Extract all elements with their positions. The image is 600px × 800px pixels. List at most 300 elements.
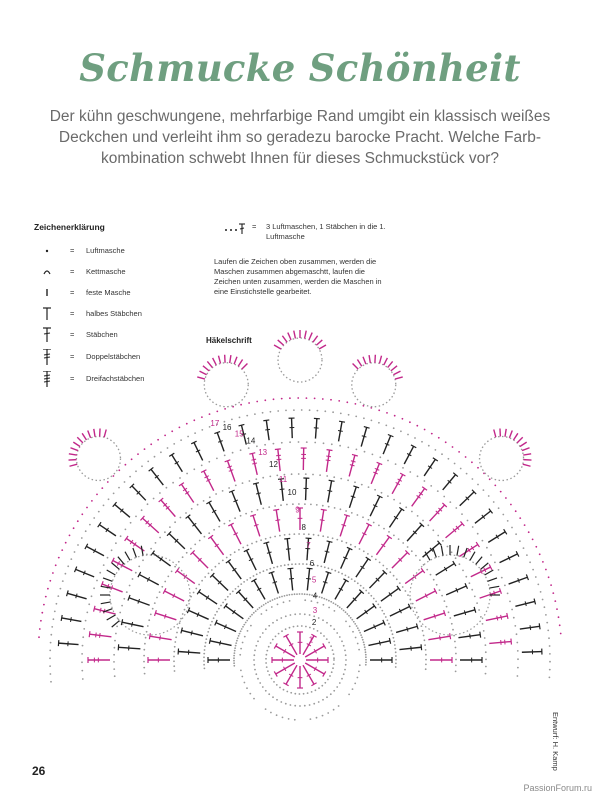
stitch-cap (450, 633, 451, 639)
chain-dot (276, 714, 278, 716)
chain-dot (103, 505, 105, 507)
chain-dot (354, 546, 356, 548)
chain-dot (485, 651, 487, 653)
stitch (443, 475, 456, 490)
chain-dot (348, 694, 350, 696)
chain-dot (394, 415, 396, 417)
chain-dot (341, 540, 343, 542)
chain-dot (333, 690, 335, 692)
chain-dot (81, 661, 83, 663)
chain-dot (249, 616, 251, 618)
chain-dot (365, 661, 367, 663)
chain-dot (547, 630, 549, 632)
chain-dot (449, 617, 451, 619)
chain-dot (472, 526, 474, 528)
stitch-cap (416, 623, 418, 629)
chain-dot (421, 625, 423, 627)
chain-dot (294, 719, 296, 721)
petal-stitch (197, 377, 205, 379)
chain-dot (255, 673, 257, 675)
chain-dot (125, 529, 127, 531)
chain-dot (86, 507, 88, 509)
chain-dot (113, 475, 115, 477)
chain-dot (444, 600, 446, 602)
chain-dot (490, 554, 492, 556)
chain-dot (477, 533, 479, 535)
chain-dot (114, 647, 116, 649)
chain-dot (422, 630, 424, 632)
chain-dot (459, 563, 461, 565)
chain-dot (445, 441, 447, 443)
chain-dot (204, 576, 206, 578)
chain-dot (323, 442, 325, 444)
chain-dot (129, 585, 131, 587)
round-number: 15 (234, 429, 244, 439)
stitch (254, 580, 265, 599)
chain-dot (368, 486, 370, 488)
chain-dot (511, 609, 513, 611)
chain-dot (154, 456, 156, 458)
petal-stitch (523, 454, 531, 455)
chain-dot (381, 610, 383, 612)
chain-dot (532, 539, 534, 541)
chain-dot (245, 513, 247, 515)
stitch (522, 652, 542, 653)
chain-dot (513, 617, 515, 619)
chain-dot (199, 540, 201, 542)
chain-dot (144, 673, 146, 675)
chain-dot (215, 566, 217, 568)
chain-dot (332, 649, 334, 651)
chain-dot (242, 626, 244, 628)
chain-dot (425, 654, 427, 656)
chain-dot (334, 570, 336, 572)
chain-dot (305, 626, 307, 628)
round-number: 9 (295, 505, 300, 515)
chain-dot (164, 581, 166, 583)
petal-stitch (77, 437, 83, 443)
chain-dot (144, 448, 146, 450)
chain-dot (318, 701, 320, 703)
chain-dot (256, 401, 258, 403)
chain-dot (471, 589, 473, 591)
chain-dot (378, 409, 380, 411)
chain-dot (339, 445, 341, 447)
petal (352, 363, 396, 407)
chain-dot (150, 614, 152, 616)
chain-dot (316, 717, 318, 719)
chain-dot (313, 534, 315, 536)
stitch-bar (530, 625, 531, 630)
chain-dot (45, 596, 47, 598)
legend-note: Laufen die Zeichen oben zusammen, werden die Maschen zusammen abgemaschtt, laufen die Zeichen unten zusammen, werden die Maschen in eine Einstichstelle gearbeitet. (214, 257, 382, 296)
chain-dot (286, 594, 288, 596)
chain-dot (393, 535, 395, 537)
chain-dot (327, 536, 329, 538)
chain-dot (433, 579, 435, 581)
chain-dot (231, 419, 233, 421)
chain-dot (226, 557, 228, 559)
petal-stitch (517, 437, 523, 443)
chain-dot (453, 635, 455, 637)
chain-dot (354, 683, 356, 685)
chain-dot (271, 606, 273, 608)
chain-dot (334, 507, 336, 509)
chain-dot (485, 659, 487, 661)
chain-dot (558, 616, 560, 618)
stitch-cap (307, 568, 313, 569)
chain-dot (290, 692, 292, 694)
petal (278, 338, 322, 382)
stitch (430, 505, 445, 521)
chain-dot (233, 662, 235, 664)
chain-dot (218, 563, 220, 565)
chain-dot (411, 511, 413, 513)
stitch (204, 471, 214, 491)
chain-dot (255, 645, 257, 647)
chain-dot (385, 425, 387, 427)
chain-dot (489, 478, 491, 480)
side-fan-stitch (141, 546, 143, 556)
chain-dot (395, 463, 397, 465)
chain-dot (174, 566, 176, 568)
stitch-cap (534, 599, 535, 605)
chain-dot (472, 478, 474, 480)
chain-dot (328, 567, 330, 569)
chain-dot (214, 614, 216, 616)
round-number: 14 (246, 436, 256, 446)
petal-stitch (316, 340, 322, 345)
chain-dot (338, 705, 340, 707)
stitch (118, 647, 140, 649)
petal-stitch (82, 433, 86, 440)
chain-dot (528, 531, 530, 533)
chain-dot (265, 538, 267, 540)
stitch (132, 486, 146, 500)
chain-dot (442, 540, 444, 542)
stitch-bar (272, 582, 277, 583)
chain-dot (177, 627, 179, 629)
chain-dot (276, 699, 278, 701)
chain-dot (262, 477, 264, 479)
chain-dot (50, 642, 52, 644)
chain-dot (249, 693, 251, 695)
chain-dot (201, 416, 203, 418)
stitch (231, 525, 241, 545)
chain-dot (519, 540, 521, 542)
chain-dot (363, 550, 365, 552)
chain-dot (194, 432, 196, 434)
chain-dot (120, 535, 122, 537)
chain-dot (289, 397, 291, 399)
chain-dot (375, 601, 377, 603)
chain-dot (355, 403, 357, 405)
chain-dot (259, 572, 261, 574)
chain-dot (448, 458, 450, 460)
stitch-bar (76, 594, 77, 599)
chain-dot (236, 640, 238, 642)
side-fan-stitch (470, 552, 475, 561)
chain-dot (343, 610, 345, 612)
design-credit: Entwurf: H. Kamp (551, 712, 560, 771)
chain-dot (229, 520, 231, 522)
chain-dot (159, 591, 161, 593)
chain-dot (411, 550, 413, 552)
chain-dot (180, 439, 182, 441)
chain-dot (211, 569, 213, 571)
chain-dot (425, 649, 427, 651)
chain-dot (361, 637, 363, 639)
chain-dot (348, 615, 350, 617)
chain-dot (266, 666, 268, 668)
chain-dot (266, 569, 268, 571)
chain-dot (357, 514, 359, 516)
chain-dot (284, 534, 286, 536)
chain-dot (388, 531, 390, 533)
side-fan-stitch (112, 621, 120, 627)
chain-dot (171, 430, 173, 432)
stitch (381, 588, 399, 601)
stitch (446, 586, 466, 595)
chain-dot (399, 582, 401, 584)
chain-dot (206, 635, 208, 637)
chain-dot (234, 647, 236, 649)
stitch-cap (209, 638, 210, 644)
chain-dot (210, 624, 212, 626)
stitch-bar (525, 601, 526, 606)
chain-dot (82, 678, 84, 680)
chain-dot (268, 625, 270, 627)
stitch-bar (351, 496, 356, 497)
chain-dot (155, 542, 157, 544)
petal-stitch (207, 361, 212, 367)
stitch-bar (280, 489, 285, 490)
chain-dot (218, 526, 220, 528)
chain-dot (329, 675, 331, 677)
chain-dot (179, 622, 181, 624)
chain-dot (275, 636, 277, 638)
chain-dot (238, 549, 240, 551)
chain-dot (309, 704, 311, 706)
chain-dot (270, 411, 272, 413)
chain-dot (268, 693, 270, 695)
chain-dot (399, 502, 401, 504)
chain-dot (114, 675, 116, 677)
chain-dot (414, 437, 416, 439)
chain-dot (257, 609, 259, 611)
chain-dot (350, 544, 352, 546)
chain-dot (239, 654, 241, 656)
chain-dot (304, 503, 306, 505)
chain-dot (220, 605, 222, 607)
chain-dot (317, 630, 319, 632)
chain-dot (383, 613, 385, 615)
chain-dot (81, 537, 83, 539)
chain-dot (315, 689, 317, 691)
chain-dot (330, 625, 332, 627)
chain-dot (299, 613, 301, 615)
chain-dot (455, 653, 457, 655)
chain-dot (135, 572, 137, 574)
combo-text: 3 Luftmaschen, 1 Stäbchen in die 1. Luftmasche (266, 222, 386, 241)
chain-dot (239, 417, 241, 419)
chain-dot (281, 630, 283, 632)
chain-dot (424, 429, 426, 431)
chain-dot (248, 402, 250, 404)
chain-dot (554, 600, 556, 602)
chain-dot (141, 465, 143, 467)
chain-dot (260, 539, 262, 541)
chain-dot (251, 614, 253, 616)
chain-dot (49, 650, 51, 652)
chain-dot (357, 627, 359, 629)
chain-dot (179, 427, 181, 429)
chain-dot (88, 603, 90, 605)
chain-dot (379, 562, 381, 564)
stitch (169, 534, 185, 549)
stitch (446, 524, 463, 538)
chain-dot (306, 594, 308, 596)
chain-dot (298, 441, 300, 443)
chain-dot (51, 626, 53, 628)
chain-dot (307, 692, 309, 694)
chain-dot (279, 596, 281, 598)
chain-dot (54, 611, 56, 613)
chain-dot (234, 517, 236, 519)
chain-dot (409, 421, 411, 423)
chain-dot (377, 604, 379, 606)
round-number: 7 (306, 541, 311, 550)
side-fan-stitch (433, 548, 436, 557)
chain-dot (41, 612, 43, 614)
chain-dot (208, 573, 210, 575)
chain-dot (173, 665, 175, 667)
chain-dot (101, 487, 103, 489)
chain-dot (332, 667, 334, 669)
chain-dot (509, 601, 511, 603)
chain-dot (511, 527, 513, 529)
chain-dot (549, 661, 551, 663)
chain-dot (510, 504, 512, 506)
chain-dot (469, 582, 471, 584)
chain-dot (347, 447, 349, 449)
chain-dot (400, 430, 402, 432)
chain-dot (261, 613, 263, 615)
chain-dot (387, 460, 389, 462)
chain-dot (250, 625, 252, 627)
stitch-bar (323, 582, 328, 583)
chain-dot (228, 487, 230, 489)
chain-dot (47, 588, 49, 590)
chain-dot (417, 475, 419, 477)
chain-dot (415, 555, 417, 557)
chain-dot (305, 473, 307, 475)
chain-dot (299, 693, 301, 695)
chain-dot (157, 439, 159, 441)
chain-dot (365, 664, 367, 666)
chain-dot (147, 503, 149, 505)
chain-dot (351, 512, 353, 514)
chain-dot (208, 461, 210, 463)
chain-dot (364, 649, 366, 651)
chain-dot (365, 651, 367, 653)
chain-dot (270, 642, 272, 644)
stitch-cap (89, 631, 90, 637)
chain-dot (333, 657, 335, 659)
stitch (226, 606, 244, 619)
petal-stitch (278, 340, 284, 345)
chain-dot (455, 659, 457, 661)
chain-dot (49, 657, 51, 659)
stitch (407, 525, 422, 541)
chain-dot (70, 558, 72, 560)
chain-dot (270, 712, 272, 714)
stitch-bar (254, 525, 259, 526)
chain-dot (116, 626, 118, 628)
chain-dot (172, 482, 174, 484)
chain-dot (516, 633, 518, 635)
chain-dot (204, 668, 206, 670)
equals-sign: = (70, 246, 75, 255)
chain-dot (436, 584, 438, 586)
chain-dot (360, 585, 362, 587)
chain-dot (303, 533, 305, 535)
chain-dot (253, 612, 255, 614)
chain-dot (523, 547, 525, 549)
petal-stitch (363, 357, 366, 364)
chain-dot (322, 619, 324, 621)
chain-dot (451, 623, 453, 625)
chain-dot (256, 573, 258, 575)
stitch (86, 546, 104, 555)
chain-dot (213, 529, 215, 531)
chain-dot (320, 566, 322, 568)
chain-dot (164, 435, 166, 437)
chain-dot (73, 527, 75, 529)
chain-dot (395, 666, 397, 668)
chain-dot (505, 497, 507, 499)
chain-dot (276, 684, 278, 686)
chain-dot (233, 665, 235, 667)
chain-dot (50, 673, 52, 675)
chain-dot (257, 509, 259, 511)
chain-dot (357, 643, 359, 645)
stitch-bar (100, 633, 101, 638)
chain-dot (216, 458, 218, 460)
chain-dot (98, 511, 100, 513)
chain-dot (272, 622, 274, 624)
chain-dot (224, 455, 226, 457)
chain-dot (83, 628, 85, 630)
chain-dot (81, 653, 83, 655)
chain-dot (358, 649, 360, 651)
chain-dot (55, 564, 57, 566)
chain-dot (222, 560, 224, 562)
chain-dot (539, 553, 541, 555)
chain-dot (330, 601, 332, 603)
chain-dot (186, 423, 188, 425)
chain-dot (274, 536, 276, 538)
chain-dot (175, 636, 177, 638)
stitch-cap (321, 509, 327, 510)
chain-dot (341, 608, 343, 610)
chain-dot (270, 537, 272, 539)
chain-dot (326, 599, 328, 601)
chain-dot (205, 642, 207, 644)
chain-dot (304, 613, 306, 615)
stitch-cap (421, 644, 422, 650)
stitch-bar (407, 627, 408, 632)
